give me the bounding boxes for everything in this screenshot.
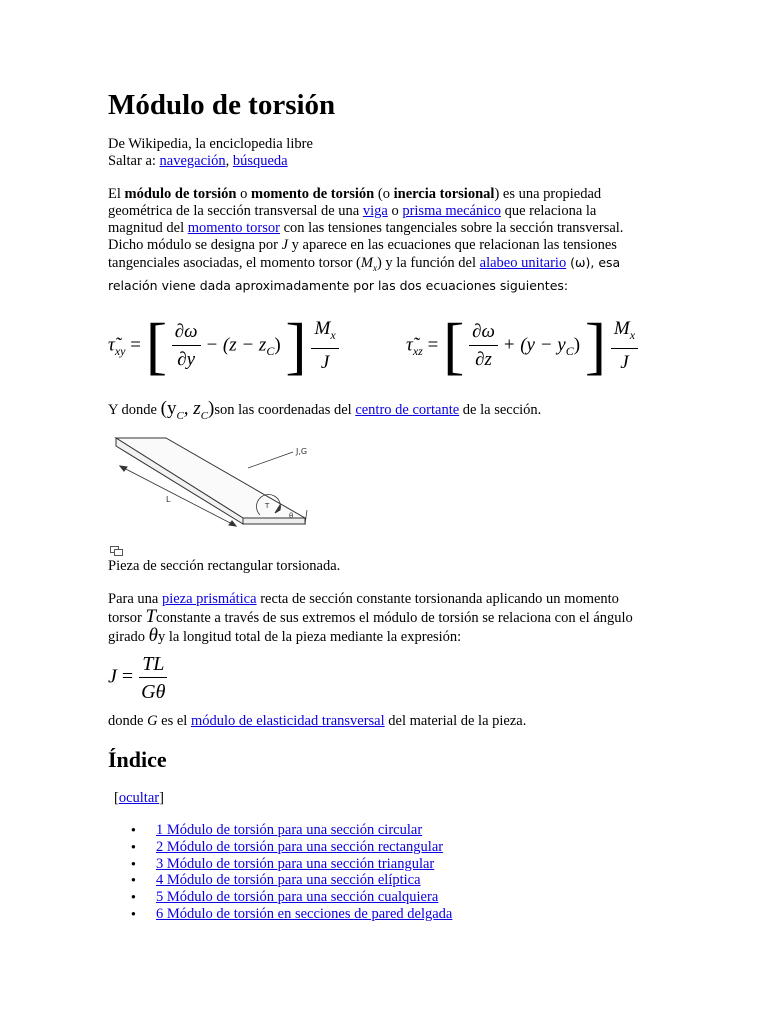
link-viga[interactable]: viga [362,203,388,219]
intro-text-6: que relaciona la magnitud del [108,203,597,236]
prismatic-paragraph [108,591,653,646]
formula-j: J [108,665,117,688]
intro-text-10: (ω), esa relación viene dada aproximadamente por las dos ecuaciones siguientes: [108,255,621,293]
figure-caption: Pieza de sección rectangular torsionada. [108,558,341,574]
toc-toggle [114,790,164,807]
eq1-mid: − (z − z [205,334,267,356]
toc-item [108,839,452,856]
eq1-tau: τ̃ [108,334,115,356]
toc-list [108,822,452,923]
toc-link-4[interactable]: 4 Módulo de torsión para una sección elíptica [156,872,421,889]
para2-text-3: constante a través de sus extremos el módulo de torsión se relaciona con el ángulo girado [108,610,633,645]
eq1-mid-sub: C [266,344,275,359]
shear-middle: son las coordenadas del [214,402,356,418]
eq1-num: ∂ω [172,320,201,346]
formula-equals: = [121,665,134,688]
para2-text-1: Para una [108,591,162,607]
eq1-m-num [311,317,338,349]
symbol-t: T [145,606,157,627]
source-line: De Wikipedia, la enciclopedia libre [108,136,313,152]
eq2-m: M [613,318,630,340]
jump-line [108,153,288,170]
eq1-m-sub: x [330,327,336,342]
length-arrow-head-end [229,521,236,526]
link-prisma-mecanico[interactable]: prisma mecánico [402,203,501,219]
term-momento: momento de torsión [251,186,375,202]
eq1-partial-frac [172,320,201,372]
jump-prefix: Saltar a: [108,153,160,169]
coords-open: (y [160,398,177,419]
eq2-sub: xz [412,344,423,359]
symbol-theta: θ [148,625,159,646]
eq2-num: ∂ω [469,320,498,346]
eq2-close-paren: ) [573,334,581,356]
toc-link-2[interactable]: 2 Módulo de torsión para una sección rectangular [156,838,444,855]
para2-text-2: recta de sección constante torsionanda aplicando un momento torsor [108,591,619,626]
angle-line [305,510,307,524]
jump-search-link[interactable]: búsqueda [232,153,288,169]
eq2-m-sub: x [629,327,636,342]
term-inercia: inercia torsional [393,186,495,202]
para3-text-1: donde [108,713,148,729]
coords-sub1: C [176,409,184,422]
toc-hide-link[interactable]: ocultar [118,790,160,806]
para3-text-3: del material de la pieza. [384,713,527,729]
toc-link-3[interactable]: 3 Módulo de torsión para una sección triangular [156,855,435,872]
intro-text-1: El [108,186,125,202]
eq2-bracket-open: [ [443,310,465,381]
link-momento-torsor[interactable]: momento torsor [187,220,280,236]
equation-tau-xz [406,310,638,381]
formula-den: Gθ [141,681,166,703]
eq2-m-num [611,317,638,349]
jg-leader-line [248,452,293,468]
toc-toggle-open: [ [114,790,119,806]
torsion-bar-figure[interactable] [108,432,320,542]
intro-text-5: o [387,203,403,219]
toc-link-6[interactable]: 6 Módulo de torsión en secciones de pared delgada [156,905,453,922]
symbol-j: J [281,237,289,253]
equation-tau-xy [108,310,339,381]
eq2-bracket-close: ] [584,310,607,381]
length-arrow-head-start [120,466,127,471]
para2-text-4: y la longitud total de la pieza mediante la expresión: [158,629,462,645]
eq2-partial-frac [469,320,498,372]
toc-toggle-close: ] [159,790,164,806]
enlarge-icon[interactable] [110,546,124,556]
symbol-g: G [147,713,158,729]
toc-link-1[interactable]: 1 Módulo de torsión para una sección circular [156,822,423,838]
shear-suffix: de la sección. [459,402,542,418]
toc-item [108,856,452,873]
label-t: T [265,502,270,510]
toc-item [108,889,452,906]
label-jg: J,G [296,447,308,456]
coords-close: ) [208,398,215,419]
eq1-m: M [314,318,331,340]
jump-navigation-link[interactable]: navegación [159,153,226,169]
eq2-equals: = [427,334,439,356]
page-title: Módulo de torsión [108,89,336,121]
eq1-bracket-open: [ [145,310,167,381]
eq2-den: ∂z [475,349,492,370]
intro-text-7: con las tensiones tangenciales sobre la sección transversal. Dicho módulo se designa por [108,220,624,253]
eq1-equals: = [130,334,141,356]
eq1-close-paren: ) [274,334,281,356]
coords-sub2: C [200,409,209,422]
eq2-j: J [620,351,629,373]
eq1-moment-frac [311,317,338,375]
coords-comma: , z [183,398,201,419]
torsion-formula [108,652,168,704]
eq2-moment-frac [611,317,638,375]
eq1-sub: xy [114,344,126,359]
toc-item [108,906,452,923]
intro-text-8: y aparece en las ecuaciones que relacionan las tensiones tangenciales asociadas, el momento torsor ( [108,237,617,271]
label-theta: θ [289,512,294,520]
para3-text-2: es el [157,713,191,729]
intro-paragraph [108,186,653,295]
shear-center-line [108,400,541,425]
shear-prefix: Y donde [108,402,161,418]
eq2-mid: + (y − y [502,334,566,356]
intro-text-2: o [236,186,252,202]
bar-top-face [116,438,308,518]
shear-coords [160,398,215,422]
link-alabeo-unitario[interactable]: alabeo unitario [479,255,567,271]
eq1-den: ∂y [177,349,196,370]
toc-heading: Índice [108,747,167,772]
symbol-m: M [360,255,373,271]
toc-item [108,872,452,889]
formula-num: TL [139,652,167,678]
label-l: L [166,495,171,504]
eq2-mid-sub: C [565,344,574,359]
eq2-tau: τ̃ [406,334,413,356]
formula-frac [138,652,168,704]
shear-modulus-line [108,713,526,730]
bar-end-face [243,518,305,524]
eq1-bracket-close: ] [285,310,307,381]
link-centro-cortante[interactable]: centro de cortante [355,402,460,418]
eq1-j: J [320,351,330,373]
intro-text-9: ) y la función del [376,255,480,271]
toc-item [108,822,452,839]
jump-separator: , [225,153,233,169]
term-modulo: módulo de torsión [124,186,237,202]
link-pieza-prismatica[interactable]: pieza prismática [161,591,257,607]
symbol-m-sub: x [372,262,377,273]
toc-link-5[interactable]: 5 Módulo de torsión para una sección cualquiera [156,889,439,906]
intro-text-3: (o [374,186,394,202]
link-modulo-elasticidad[interactable]: módulo de elasticidad transversal [190,713,385,729]
intro-text-4: ) es una propiedad geométrica de la sección transversal de una [108,186,602,219]
